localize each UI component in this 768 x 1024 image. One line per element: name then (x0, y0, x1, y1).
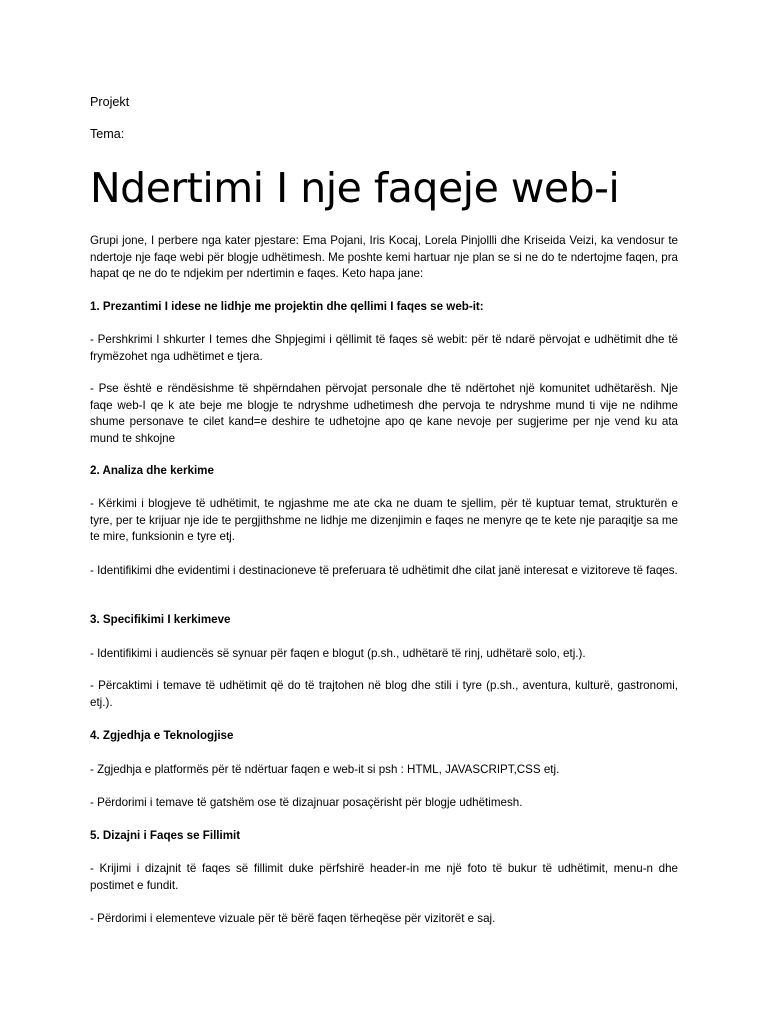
section-3-paragraph-a: - Identifikimi i audiencës së synuar për faqen e blogut (p.sh., udhëtarë të rinj, udhëtarë solo, etj.). (90, 647, 586, 660)
section-heading-5: 5. Dizajni i Faqes se Fillimit (90, 829, 241, 842)
section-5-paragraph-a: - Krijimi i dizajnit të faqes së fillimit duke përfshirë header-in me një foto të bukur të udhëtimit, menu-n dhe postimet e fundit. (90, 862, 678, 892)
section-2-paragraph-a: - Kërkimi i blogjeve të udhëtimit, te ngjashme me ate cka ne duam te sjellim, për të kuptuar temat, strukturën e tyre, per te krijuar nje ide te pergjithshme ne lidhje me dizenjimin e faqes ne menyre qe te kete nje paraqitje sa me te mire, funksionin e tyre etj. (90, 497, 678, 544)
document-title: Ndertimi I nje faqeje web-i (90, 164, 620, 212)
intro-paragraph: Grupi jone, I perbere nga kater pjestare: Ema Pojani, Iris Kocaj, Lorela Pinjollli dhe Kriseida Veizi, ka vendosur te ndertoje nje faqe webi për blogje udhëtimesh. Me poshte kemi hartuar nje plan se si ne do te ndertojme faqen, pra hapat qe ne do te ndjekim per ndertimin e faqes. Keto hapa jane: (90, 234, 678, 281)
section-3-paragraph-b: - Përcaktimi i temave të udhëtimit që do të trajtohen në blog dhe stili i tyre (p.sh., aventura, kulturë, gastronomi, etj.). (90, 679, 678, 709)
section-heading-1: 1. Prezantimi I idese ne lidhje me projektin dhe qellimi I faqes se web-it: (90, 300, 484, 313)
label-projekt: Projekt (90, 95, 130, 109)
label-tema: Tema: (90, 127, 125, 141)
section-heading-3: 3. Specifikimi I kerkimeve (90, 613, 231, 626)
section-heading-2: 2. Analiza dhe kerkime (90, 464, 214, 477)
section-4-paragraph-a: - Zgjedhja e platformës për të ndërtuar faqen e web-it si psh : HTML, JAVASCRIPT,CSS etj. (90, 763, 560, 776)
section-heading-4: 4. Zgjedhja e Teknologjise (90, 729, 234, 742)
section-5-paragraph-b: - Përdorimi i elementeve vizuale për të bërë faqen tërheqëse për vizitorët e saj. (90, 912, 496, 925)
section-4-paragraph-b: - Përdorimi i temave të gatshëm ose të dizajnuar posaçërisht për blogje udhëtimesh. (90, 796, 523, 809)
section-1-paragraph-b: - Pse është e rëndësishme të shpërndahen përvojat personale dhe të ndërtohet një komunitet udhëtarësh. Nje faqe web-I qe k ate beje me blogje te ndryshme udhetimesh dhe pervoja te ndryshme mund ti vije ne ndihme shume personave te cilet kand=e deshire te udhetojne apo qe kane nevoje per sugjerime per nje vend ku ata mund te shkojne (90, 382, 678, 445)
section-1-paragraph-a: - Pershkrimi I shkurter I temes dhe Shpjegimi i qëllimit të faqes së webit: për të ndarë përvojat e udhëtimit dhe të frymëzohet nga udhëtimet e tjera. (90, 333, 678, 363)
section-2-paragraph-b: - Identifikimi dhe evidentimi i destinacioneve të preferuara të udhëtimit dhe cilat janë interesat e vizitoreve të faqes. (90, 564, 678, 577)
